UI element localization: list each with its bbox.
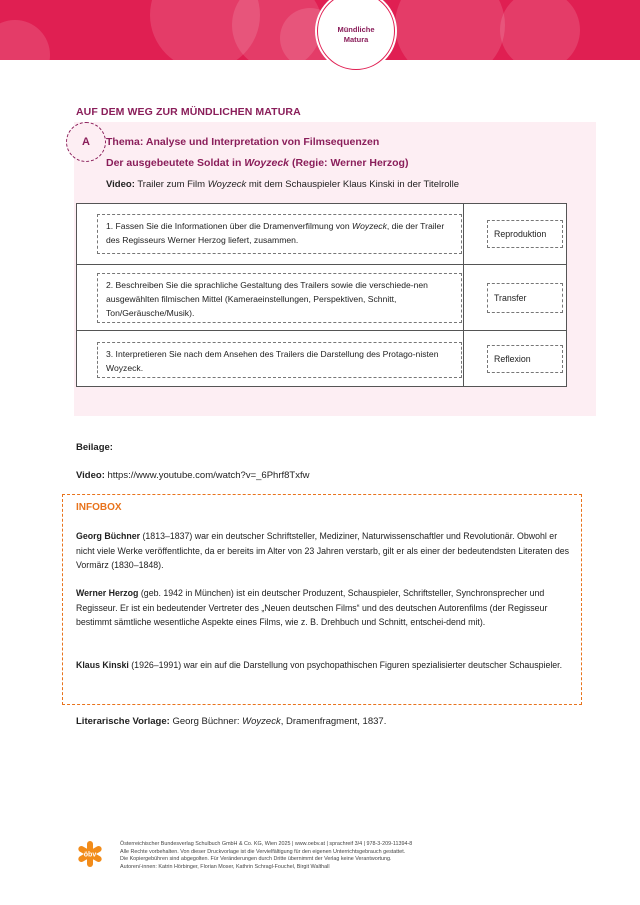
video-link-label: Video: bbox=[76, 470, 105, 481]
subtitle-post: (Regie: Werner Herzog) bbox=[289, 157, 409, 169]
footer-text bbox=[120, 841, 560, 871]
infobox-paragraph-kinski bbox=[76, 658, 570, 673]
infobox-paragraph-herzog bbox=[76, 586, 570, 630]
section-title: AUF DEM WEG ZUR MÜNDLICHEN MATURA bbox=[76, 106, 301, 118]
paragraph-name: Klaus Kinski bbox=[76, 660, 129, 670]
task-text-1-pre: 1. Fassen Sie die Informationen über die Dramenverfilmung von bbox=[106, 221, 353, 231]
footer-line: Österreichischer Bundesverlag Schulbuch GmbH & Co. KG, Wien 2025 | www.oebv.at | sprachreif 3/4 | 978-3-209-11394-8 bbox=[120, 841, 413, 847]
level-label-1: Reproduktion bbox=[487, 220, 563, 248]
literary-post: , Dramenfragment, 1837. bbox=[280, 716, 387, 727]
task-text-1-post: , die der Trailer des Regisseurs Werner Herzog liefert, zusammen. bbox=[106, 221, 445, 245]
task-row-2 bbox=[77, 264, 566, 330]
task-letter: A bbox=[82, 136, 90, 148]
literary-work: Woyzeck bbox=[242, 716, 281, 727]
decor-bubble bbox=[0, 20, 50, 60]
footer-line: Autoren/-innen: Katrin Hörbinger, Florian Moser, Kathrin Schragl-Fouchel, Birgit Walthall bbox=[120, 863, 330, 870]
task-text-2: 2. Beschreiben Sie die sprachliche Gestaltung des Trailers sowie die verschiede-nen ausgewählten filmischen Mittel (Kameraeinstellungen, Perspektiven, Schnitt, Ton/Geräusche/Musik). bbox=[97, 273, 462, 323]
task-text-1-work: Woyzeck bbox=[352, 221, 387, 231]
task-text-3: 3. Interpretieren Sie nach dem Ansehen des Trailers die Darstellung des Protago-nisten Woyzeck. bbox=[97, 342, 462, 378]
task-row-3 bbox=[77, 330, 566, 386]
task-letter-circle bbox=[66, 122, 106, 162]
task-table bbox=[76, 203, 567, 387]
paragraph-name: Werner Herzog bbox=[76, 588, 139, 598]
literary-pre: Georg Büchner: bbox=[169, 716, 243, 727]
task-subtitle bbox=[106, 157, 408, 169]
badge-line-2: Matura bbox=[343, 35, 369, 44]
infobox-title: INFOBOX bbox=[76, 502, 122, 513]
video-label: Video: bbox=[106, 179, 135, 190]
video-work: Woyzeck bbox=[207, 179, 247, 190]
paragraph-text: (1813–1837) war ein deutscher Schriftsteller, Mediziner, Naturwissenschaftler und Revolutionär. Obwohl er nicht viele Werke veröffentlichte, da er bereits im Alter von 23 Jahren verstarb, gilt er als einer der bedeutendsten Literaten des Vormärz (1830–1848). bbox=[76, 531, 570, 570]
level-label-2: Transfer bbox=[487, 283, 563, 313]
video-pre: Trailer zum Film bbox=[134, 179, 208, 190]
oebv-logo bbox=[76, 840, 104, 868]
badge-line-1: Mündliche bbox=[337, 25, 375, 34]
logo-text: öbv bbox=[83, 851, 97, 859]
subtitle-work: Woyzeck bbox=[244, 157, 290, 169]
level-label-3: Reflexion bbox=[487, 345, 563, 373]
literary-source bbox=[76, 716, 386, 727]
beilage-heading: Beilage: bbox=[76, 442, 113, 453]
decor-bubble bbox=[500, 0, 580, 60]
footer-line: Alle Rechte vorbehalten. Von dieser Druckvorlage ist die Vervielfältigung für den eigenen Unterrichtsgebrauch gestattet. bbox=[120, 848, 406, 855]
video-post: mit dem Schauspieler Klaus Kinski in der Titelrolle bbox=[246, 179, 460, 190]
paragraph-name: Georg Büchner bbox=[76, 531, 141, 541]
footer-line: Die Kopiergebühren sind abgegolten. Für Veränderungen durch Dritte übernimmt der Verlag keine Verantwortung. bbox=[120, 856, 392, 863]
decor-bubble bbox=[395, 0, 505, 60]
task-text-1 bbox=[97, 214, 462, 254]
video-link-line bbox=[76, 470, 309, 481]
subtitle-pre: Der ausgebeutete Soldat in bbox=[106, 157, 245, 169]
literary-label: Literarische Vorlage: bbox=[76, 716, 170, 727]
task-row-1 bbox=[77, 204, 566, 264]
paragraph-text: (1926–1991) war ein auf die Darstellung von psychopathischen Figuren spezialisierter deutscher Schauspieler. bbox=[128, 660, 563, 670]
video-link[interactable]: https://www.youtube.com/watch?v=_6Phrf8Txfw bbox=[104, 470, 310, 481]
task-video-line bbox=[106, 179, 459, 190]
paragraph-text: (geb. 1942 in München) ist ein deutscher Produzent, Schauspieler, Schriftsteller, Synchronsprecher und Regisseur. Er ist ein bedeutender Vertreter des „Neuen deutschen Films“ und des deutschen Autorenfilms (der Regisseur bestimmt sämtliche wesentliche Aspekte eines Films, wie z. B. Drehbuch und Schnitt, entschei-dend mit). bbox=[76, 588, 548, 627]
task-theme: Thema: Analyse und Interpretation von Filmsequenzen bbox=[106, 136, 380, 148]
infobox-paragraph-buechner bbox=[76, 529, 570, 573]
